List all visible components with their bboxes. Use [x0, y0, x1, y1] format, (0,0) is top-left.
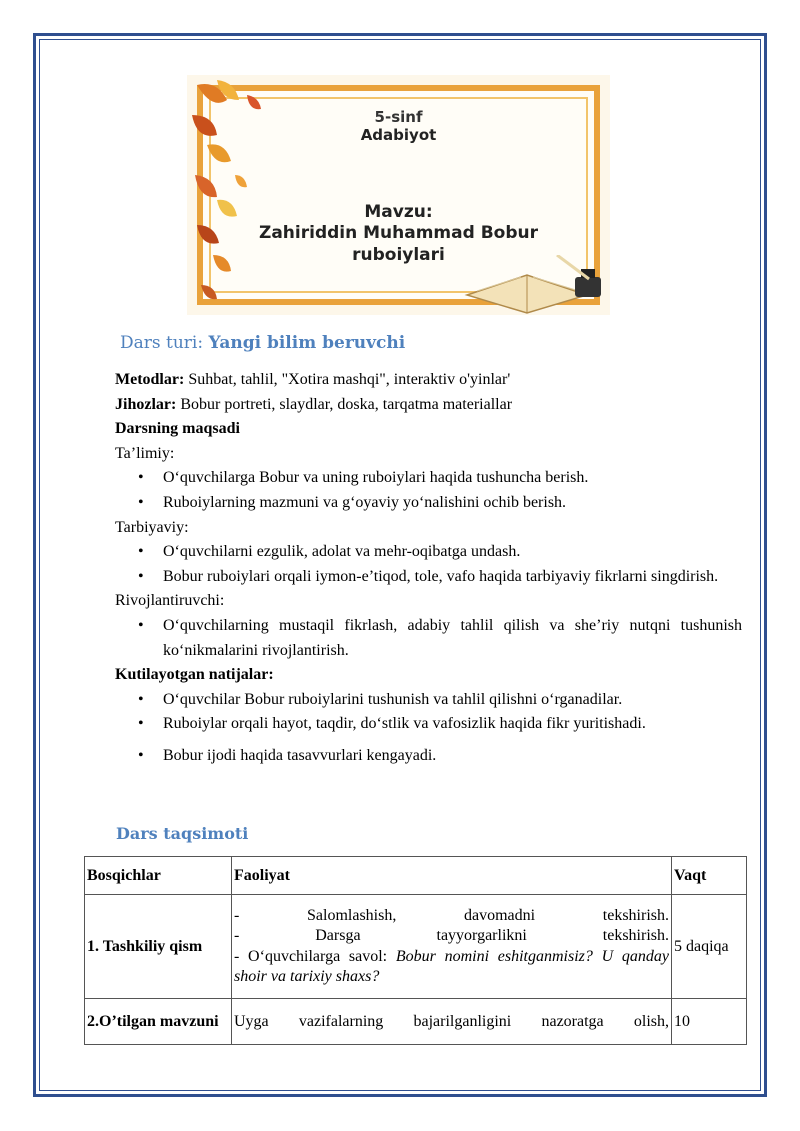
upbringing-list: [115, 540, 742, 589]
results-list: [115, 688, 742, 769]
stage-cell: 1. Tashkiliy qism: [85, 895, 232, 999]
list-item: • O‘quvchilar Bobur ruboiylarini tushunish va tahlil qilishni o‘rganadilar.: [115, 688, 742, 713]
lesson-type: [120, 333, 405, 353]
lesson-type-label: Dars turi:: [120, 333, 204, 353]
stage-cell: 2.O’tilgan mavzuni: [85, 999, 232, 1045]
banner-topic-label: Mavzu:: [364, 202, 433, 222]
results-heading: Kutilayotgan natijalar:: [115, 666, 274, 684]
banner-topic-line2: ruboiylari: [352, 245, 445, 265]
methods-value: Suhbat, tahlil, "Xotira mashqi", interaktiv o'yinlar': [188, 371, 511, 388]
banner-grade: 5-sinf: [374, 108, 423, 126]
table-header-cell: Faoliyat: [232, 857, 672, 895]
activity-cell: Uyga vazifalarning bajarilganligini nazoratga olish,: [232, 999, 672, 1045]
lesson-plan-table: [84, 856, 747, 1045]
equipment-line: [115, 393, 742, 418]
banner-subject: Adabiyot: [360, 126, 437, 144]
activity-cell: [232, 895, 672, 999]
goal-heading: Darsning maqsadi: [115, 420, 240, 438]
table-header-cell: Bosqichlar: [85, 857, 232, 895]
table-header-cell: Vaqt: [672, 857, 747, 895]
lesson-type-value: Yangi bilim beruvchi: [208, 333, 406, 353]
lesson-details: [115, 368, 742, 769]
time-cell: 5 daqiqa: [672, 895, 747, 999]
equipment-value: Bobur portreti, slaydlar, doska, tarqatma materiallar: [180, 395, 513, 413]
banner-topic-line1: Zahiriddin Muhammad Bobur: [259, 223, 538, 243]
upbringing-label: Tarbiyaviy:: [115, 518, 189, 536]
list-item: • Ruboiylar orqali hayot, taqdir, do‘stlik va vafosizlik haqida fikr yuritishadi.: [115, 712, 742, 737]
list-item: • Ruboiylarning mazmuni va g‘oyaviy yo‘nalishini ochib berish.: [115, 491, 742, 516]
time-cell: 10: [672, 999, 747, 1045]
activity-question: Bobur nomini eshitganmisiz? U qanday shoir va tarixiy shaxs?: [234, 947, 669, 985]
activity-line: - O‘quvchilarga savol: Bobur nomini eshitganmisiz? U qanday shoir va tarixiy shaxs?: [234, 947, 669, 985]
methods-label: Metodlar:: [115, 371, 185, 388]
developmental-list: [115, 614, 742, 663]
list-item: • O‘quvchilarga Bobur va uning ruboiylari haqida tushuncha berish.: [115, 466, 742, 491]
title-banner-image: [187, 75, 610, 315]
methods-line: [115, 368, 742, 393]
activity-line: - Salomlashish, davomadni tekshirish.: [234, 906, 669, 924]
educational-label: Ta’limiy:: [115, 444, 175, 462]
list-item: • Bobur ruboiylari orqali iymon-e’tiqod, tole, vafo haqida tarbiyaviy fikrlarni singdirish.: [115, 565, 742, 590]
table-row: [85, 895, 747, 999]
table-row: [85, 999, 747, 1045]
plan-title: Dars taqsimoti: [116, 824, 249, 843]
developmental-label: Rivojlantiruvchi:: [115, 592, 225, 610]
educational-list: [115, 466, 742, 515]
list-item: • O‘quvchilarni ezgulik, adolat va mehr-oqibatga undash.: [115, 540, 742, 565]
list-item: • O‘quvchilarning mustaqil fikrlash, adabiy tahlil qilish va she’riy nutqni tushunish ko‘nikmalarini rivojlantirish.: [115, 614, 742, 663]
equipment-label: Jihozlar:: [115, 395, 177, 413]
table-header-row: [85, 857, 747, 895]
list-item: • Bobur ijodi haqida tasavvurlari kengayadi.: [115, 744, 742, 769]
activity-line: - Darsga tayyorgarlikni tekshirish.: [234, 927, 669, 944]
